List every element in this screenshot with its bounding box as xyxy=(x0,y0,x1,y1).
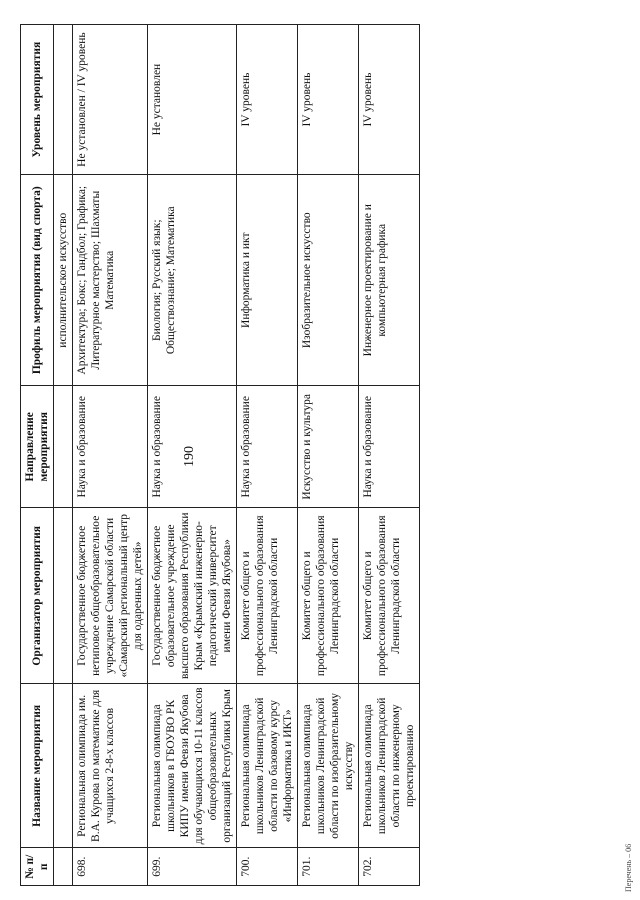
header-direction: Направление мероприятия xyxy=(21,386,54,508)
row-direction: Наука и образование xyxy=(237,386,298,508)
continuation-row xyxy=(54,25,73,886)
row-level: IV уровень xyxy=(298,25,359,175)
table-header-row xyxy=(21,25,54,886)
header-profile: Профиль мероприятия (вид спорта) xyxy=(21,175,54,386)
header-name: Название мероприятия xyxy=(21,684,54,848)
row-name: Региональная олимпиада школьников Ленинградской области по инженерному проектированию xyxy=(359,684,420,848)
row-name: Региональная олимпиада школьников Ленинградской области по изобразительному искусству xyxy=(298,684,359,848)
table-row xyxy=(148,25,237,886)
row-name: Региональная олимпиада школьников Ленинградской области по базовому курсу «Информатика и ИКТ» xyxy=(237,684,298,848)
continuation-level xyxy=(54,25,73,175)
row-direction: Искусство и культура xyxy=(298,386,359,508)
footer-mark: Перечень – 06 xyxy=(624,843,633,892)
row-direction: Наука и образование xyxy=(359,386,420,508)
row-org: Государственное бюджетное нетиповое общеобразовательное учреждение Самарской области «Самарский региональный центр для одаренных детей» xyxy=(73,508,148,684)
page-number: 190 xyxy=(182,446,197,467)
row-level: Не установлен xyxy=(148,25,237,175)
row-profile: Архитектура; Бокс; Гандбол; Графика; Литературное мастерство; Шахматы Математика xyxy=(73,175,148,386)
table-row xyxy=(73,25,148,886)
row-level: Не установлен / IV уровень xyxy=(73,25,148,175)
row-profile: Информатика и икт xyxy=(237,175,298,386)
continuation-profile: исполнительское искусство xyxy=(54,175,73,386)
row-num: 698. xyxy=(73,848,148,886)
row-org: Комитет общего и профессионального образования Ленинградской области xyxy=(237,508,298,684)
row-num: 702. xyxy=(359,848,420,886)
table-row xyxy=(359,25,420,886)
row-name: Региональная олимпиада им. В.А. Курова по математике для учащихся 2-8-х классов xyxy=(73,684,148,848)
row-num: 701. xyxy=(298,848,359,886)
row-profile: Биология; Русский язык; Обществознание; Математика xyxy=(148,175,237,386)
row-org: Комитет общего и профессионального образования Ленинградской области xyxy=(298,508,359,684)
header-org: Организатор мероприятия xyxy=(21,508,54,684)
row-num: 699. xyxy=(148,848,237,886)
header-level: Уровень мероприятия xyxy=(21,25,54,175)
row-profile: Инженерное проектирование и компьютерная графика xyxy=(359,175,420,386)
row-level: IV уровень xyxy=(237,25,298,175)
row-level: IV уровень xyxy=(359,25,420,175)
row-num: 700. xyxy=(237,848,298,886)
row-direction: Наука и образование xyxy=(148,386,237,508)
events-table xyxy=(20,24,420,886)
row-org: Государственное бюджетное образовательное учреждение высшего образования Республики Крым «Крымский инженерно-педагогический университет имени Февзи Якубова» xyxy=(148,508,237,684)
table-row xyxy=(237,25,298,886)
row-org: Комитет общего и профессионального образования Ленинградской области xyxy=(359,508,420,684)
row-profile: Изобразительное искусство xyxy=(298,175,359,386)
row-name: Региональная олимпиада школьников в ГБОУВО РК КИПУ имени Февзи Якубова для обучающихся 10-11 классов общеобразовательных организаций Республики Крым xyxy=(148,684,237,848)
table-row xyxy=(298,25,359,886)
header-num: № п/п xyxy=(21,848,54,886)
row-direction: Наука и образование xyxy=(73,386,148,508)
